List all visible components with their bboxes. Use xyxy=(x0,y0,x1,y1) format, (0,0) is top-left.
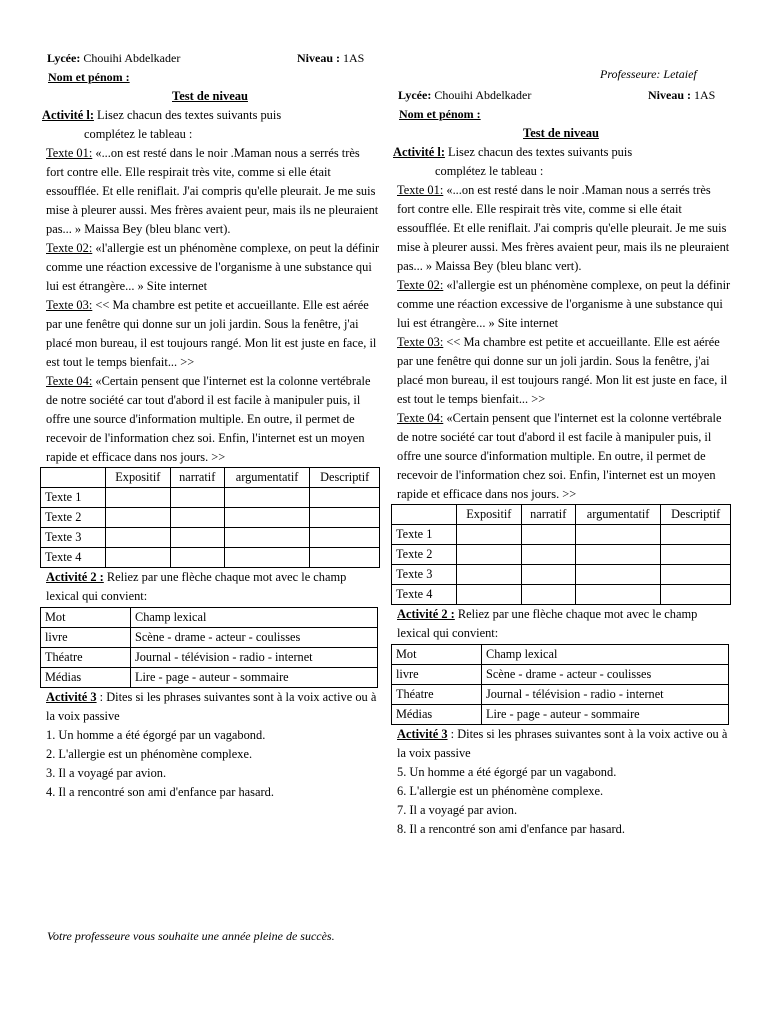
activity-1-instruction: complétez le tableau : xyxy=(84,127,193,141)
table-row xyxy=(392,685,729,705)
lexical-field-table xyxy=(40,607,378,688)
text-04: Texte 04: «Certain pensent que l'internet est la colonne vertébrale de notre société car tout d'abord il est facile à manipuler puis, il offre une source d'information multiple. En outre, il permet de recevoir de l'information chez soi. Enfin, l'internet est un moyen rapide et efficace dans nos jours. >> xyxy=(46,374,371,464)
word-cell: Théatre xyxy=(392,685,482,705)
answer-cell xyxy=(106,548,171,568)
word-cell: Mot xyxy=(41,608,131,628)
word-cell: Médias xyxy=(392,705,482,725)
header-line xyxy=(391,86,731,105)
word-cell: Mot xyxy=(392,645,482,665)
activity-2-heading: Activité 2 : Reliez par une flèche chaque mot avec le champ lexical qui convient: xyxy=(46,570,347,603)
sentence-item: 4. Il a rencontré son ami d'enfance par hasard. xyxy=(46,785,274,799)
answer-cell xyxy=(521,525,575,545)
niveau-field: Niveau : 1AS xyxy=(297,51,365,65)
lycee-field: Lycée: Chouihi Abdelkader xyxy=(47,51,181,65)
answer-cell xyxy=(106,528,171,548)
lexical-field-table xyxy=(391,644,729,725)
activity-3-heading: Activité 3 : Dites si les phrases suivantes sont à la voix active ou à la voix passive xyxy=(397,727,728,760)
word-cell: livre xyxy=(41,628,131,648)
sentence-item: 7. Il a voyagé par avion. xyxy=(397,803,518,817)
answer-cell xyxy=(521,585,575,605)
table-header-cell: argumentatif xyxy=(575,505,661,525)
answer-cell xyxy=(457,585,522,605)
answer-cell xyxy=(521,565,575,585)
table-row xyxy=(392,705,729,725)
table-row xyxy=(392,525,731,545)
text-01: Texte 01: «...on est resté dans le noir .Maman nous a serrés très fort contre elle. Elle respirait très vite, comme si elle était essoufflée. Et elle reniflait. J'ai compris qu'elle pleurait. Je me suis mise à pleurer aussi. Mes frères avaient peur, mais ils ne pleuraient pas... » Maissa Bey (bleu blanc vert). xyxy=(46,146,379,236)
row-label: Texte 3 xyxy=(41,528,106,548)
table-header-cell xyxy=(41,468,106,488)
answer-cell xyxy=(661,525,731,545)
sentence-item: 2. L'allergie est un phénomène complexe. xyxy=(46,747,253,761)
answer-cell xyxy=(224,508,310,528)
answer-cell xyxy=(170,528,224,548)
lexical-cell: Champ lexical xyxy=(131,608,378,628)
answer-cell xyxy=(170,508,224,528)
exam-column-left xyxy=(40,49,380,802)
answer-cell xyxy=(661,565,731,585)
answer-cell xyxy=(106,488,171,508)
answer-cell xyxy=(575,585,661,605)
table-header-cell: narratif xyxy=(521,505,575,525)
table-row xyxy=(392,565,731,585)
text-04: Texte 04: «Certain pensent que l'internet est la colonne vertébrale de notre société car tout d'abord il est facile à manipuler puis, il offre une source d'information multiple. En outre, il permet de recevoir de l'information chez soi. Enfin, l'internet est un moyen rapide et efficace dans nos jours. >> xyxy=(397,411,722,501)
sentence-item: 3. Il a voyagé par avion. xyxy=(46,766,167,780)
page-title: Test de niveau xyxy=(172,89,248,103)
table-header-cell: argumentatif xyxy=(224,468,310,488)
table-row xyxy=(41,528,380,548)
table-row xyxy=(392,665,729,685)
table-header-cell: Expositif xyxy=(457,505,522,525)
table-header-cell: narratif xyxy=(170,468,224,488)
text-01: Texte 01: «...on est resté dans le noir .Maman nous a serrés très fort contre elle. Elle respirait très vite, comme si elle était essoufflée. Et elle reniflait. J'ai compris qu'elle pleurait. Je me suis mise à pleurer aussi. Mes frères avaient peur, mais ils ne pleuraient pas... » Maissa Bey (bleu blanc vert). xyxy=(397,183,730,273)
answer-cell xyxy=(310,488,380,508)
row-label: Texte 2 xyxy=(392,545,457,565)
answer-cell xyxy=(457,565,522,585)
activity-1-heading: Activité l: Lisez chacun des textes suivants puis xyxy=(393,145,633,159)
lexical-cell: Lire - page - auteur - sommaire xyxy=(482,705,729,725)
answer-cell xyxy=(457,545,522,565)
row-label: Texte 4 xyxy=(392,585,457,605)
table-header-row xyxy=(41,468,380,488)
lexical-cell: Journal - télévision - radio - internet xyxy=(482,685,729,705)
word-cell: Théatre xyxy=(41,648,131,668)
row-label: Texte 2 xyxy=(41,508,106,528)
answer-cell xyxy=(106,508,171,528)
table-row xyxy=(41,608,378,628)
table-header-row xyxy=(392,505,731,525)
sentence-item: 5. Un homme a été égorgé par un vagabond. xyxy=(397,765,617,779)
table-header-cell xyxy=(392,505,457,525)
table-row xyxy=(392,585,731,605)
text-type-table xyxy=(40,467,380,568)
activity-3-heading: Activité 3 : Dites si les phrases suivantes sont à la voix active ou à la voix passive xyxy=(46,690,377,723)
row-label: Texte 1 xyxy=(392,525,457,545)
lexical-cell: Journal - télévision - radio - internet xyxy=(131,648,378,668)
answer-cell xyxy=(170,548,224,568)
answer-cell xyxy=(661,545,731,565)
lexical-cell: Scène - drame - acteur - coulisses xyxy=(482,665,729,685)
activity-1-instruction: complétez le tableau : xyxy=(435,164,544,178)
answer-cell xyxy=(310,528,380,548)
professor-name: Professeure: Letaief xyxy=(600,67,697,81)
niveau-field: Niveau : 1AS xyxy=(648,88,716,102)
answer-cell xyxy=(224,528,310,548)
table-header-cell: Descriptif xyxy=(661,505,731,525)
table-row xyxy=(392,545,731,565)
text-type-table xyxy=(391,504,731,605)
table-header-cell: Descriptif xyxy=(310,468,380,488)
answer-cell xyxy=(310,508,380,528)
exam-column-right xyxy=(391,86,731,839)
text-02: Texte 02: «l'allergie est un phénomène complexe, on peut la définir comme une réaction excessive de l'organisme à une substance qui lui est étrangère... » Site internet xyxy=(397,278,731,330)
name-field: Nom et pénom : xyxy=(399,107,481,121)
text-03: Texte 03: << Ma chambre est petite et accueillante. Elle est aérée par une fenêtre qui donne sur un joli jardin. Sous la fenêtre, j'ai placé mon bureau, il est toujours rangé. Mon lit est juste en face, il est tout le temps bienfait... >> xyxy=(46,298,377,369)
sentence-item: 6. L'allergie est un phénomène complexe. xyxy=(397,784,604,798)
table-row xyxy=(41,628,378,648)
table-row xyxy=(41,548,380,568)
sentence-item: 1. Un homme a été égorgé par un vagabond. xyxy=(46,728,266,742)
word-cell: livre xyxy=(392,665,482,685)
name-field: Nom et pénom : xyxy=(48,70,130,84)
activity-1-heading: Activité l: Lisez chacun des textes suivants puis xyxy=(42,108,282,122)
answer-cell xyxy=(575,565,661,585)
lexical-cell: Lire - page - auteur - sommaire xyxy=(131,668,378,688)
table-row xyxy=(41,508,380,528)
lexical-cell: Champ lexical xyxy=(482,645,729,665)
row-label: Texte 1 xyxy=(41,488,106,508)
answer-cell xyxy=(521,545,575,565)
answer-cell xyxy=(575,525,661,545)
table-row xyxy=(392,645,729,665)
table-header-cell: Expositif xyxy=(106,468,171,488)
page-title: Test de niveau xyxy=(523,126,599,140)
footer-message: Votre professeure vous souhaite une année pleine de succès. xyxy=(47,929,335,943)
word-cell: Médias xyxy=(41,668,131,688)
activity-2-heading: Activité 2 : Reliez par une flèche chaque mot avec le champ lexical qui convient: xyxy=(397,607,698,640)
table-row xyxy=(41,648,378,668)
text-02: Texte 02: «l'allergie est un phénomène complexe, on peut la définir comme une réaction excessive de l'organisme à une substance qui lui est étrangère... » Site internet xyxy=(46,241,380,293)
answer-cell xyxy=(661,585,731,605)
lexical-cell: Scène - drame - acteur - coulisses xyxy=(131,628,378,648)
table-row xyxy=(41,668,378,688)
answer-cell xyxy=(457,525,522,545)
row-label: Texte 4 xyxy=(41,548,106,568)
row-label: Texte 3 xyxy=(392,565,457,585)
table-row xyxy=(41,488,380,508)
sentence-item: 8. Il a rencontré son ami d'enfance par hasard. xyxy=(397,822,625,836)
lycee-field: Lycée: Chouihi Abdelkader xyxy=(398,88,532,102)
answer-cell xyxy=(224,548,310,568)
answer-cell xyxy=(310,548,380,568)
header-line xyxy=(40,49,380,68)
answer-cell xyxy=(575,545,661,565)
answer-cell xyxy=(170,488,224,508)
answer-cell xyxy=(224,488,310,508)
text-03: Texte 03: << Ma chambre est petite et accueillante. Elle est aérée par une fenêtre qui donne sur un joli jardin. Sous la fenêtre, j'ai placé mon bureau, il est toujours rangé. Mon lit est juste en face, il est tout le temps bienfait... >> xyxy=(397,335,728,406)
